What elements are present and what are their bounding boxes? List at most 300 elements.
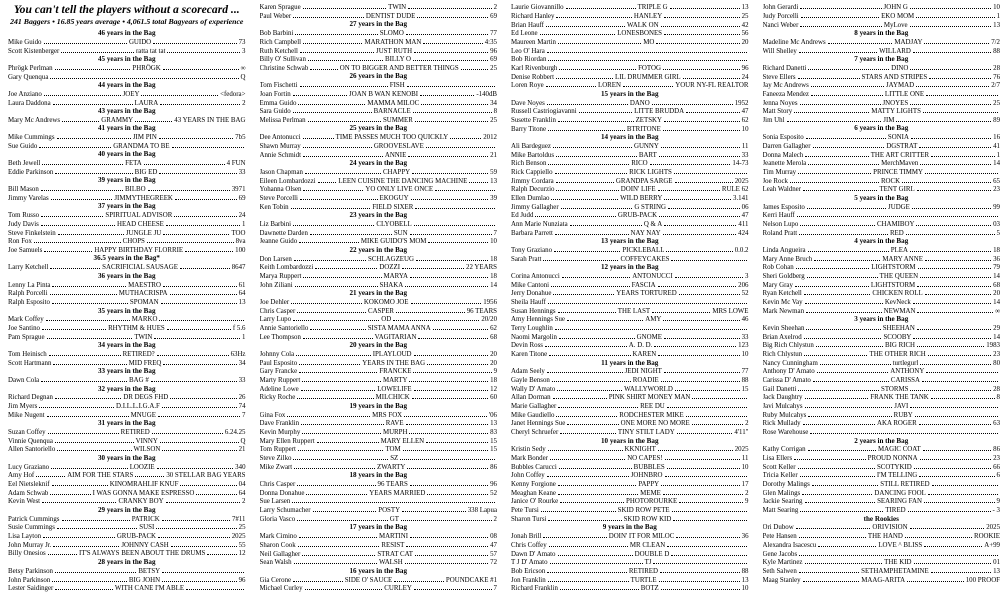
player-nickname: MR CLEAN [629, 541, 666, 549]
player-name: Denise Robbert [511, 73, 555, 81]
dot-leader [156, 523, 236, 529]
roster-row [260, 506, 498, 515]
player-years-value: 60 [490, 394, 497, 402]
dot-leader [917, 324, 991, 330]
player-name: Pete Tursi [511, 507, 539, 515]
player-name: Marya Ruppert [259, 273, 302, 280]
player-years-value: 100 PROOF [965, 576, 1000, 584]
dot-leader [303, 142, 372, 148]
dot-leader [797, 211, 998, 217]
player-years-value: 14 [993, 333, 1000, 341]
dot-leader [560, 497, 624, 503]
player-nickname: MIKE GUIDO'S MOM [360, 238, 427, 246]
dot-leader [406, 29, 488, 35]
roster-row [8, 471, 246, 480]
dot-leader [407, 463, 488, 469]
roster-row [763, 228, 1001, 237]
dot-leader [305, 168, 381, 174]
player-years-value: 8 [996, 394, 1000, 402]
roster-row [8, 315, 246, 324]
player-nickname: JOHN G [883, 4, 908, 12]
player-name: Neil Gallagher [259, 550, 301, 558]
dot-leader [416, 254, 488, 260]
player-nickname: ORIVISION [872, 524, 908, 532]
player-name: Devin Ross [511, 342, 543, 350]
dot-leader [300, 194, 378, 200]
dot-leader [414, 46, 488, 52]
player-name: Ruth Ketchell [259, 47, 298, 55]
dot-leader [410, 228, 492, 234]
dot-leader [920, 272, 991, 278]
player-years-value: 86 [490, 463, 497, 471]
roster-row [511, 81, 749, 90]
dot-leader [679, 289, 740, 295]
player-name: Nanci Weber [762, 21, 799, 29]
player-name: Kyle Martinez [762, 559, 803, 567]
player-nickname: TIRED [885, 507, 906, 515]
roster-row [8, 393, 246, 402]
player-nickname: MATTY LIGHTS [871, 108, 921, 116]
player-years-value: 2025 [231, 533, 246, 541]
player-nickname: CRANKY BOY [118, 498, 164, 506]
player-years-value: 06 [741, 203, 749, 211]
player-name: Larry Ketchell [8, 264, 49, 272]
roster-row [763, 367, 1001, 376]
roster-row [260, 38, 498, 47]
dot-leader [910, 385, 991, 391]
player-name: Mike Guido [8, 38, 42, 46]
player-nickname: GRAMMY [101, 116, 134, 124]
roster-row [763, 333, 1001, 342]
player-name: T J D' Amato [511, 559, 548, 567]
player-nickname: SKID ROW PETE [617, 507, 670, 515]
player-name: Jim Myers [8, 403, 38, 411]
player-name: Mark Coffey [8, 316, 44, 324]
dot-leader [318, 176, 337, 182]
roster-row [260, 107, 498, 116]
player-name: Big Rich Chlystun [762, 342, 814, 350]
player-years-value: 88 [993, 47, 1000, 55]
player-nickname: YEARS MARRIED [369, 489, 426, 497]
player-name: Cheryl Schruefer [511, 429, 559, 437]
roster-row [260, 168, 498, 177]
player-nickname: SUSI [139, 524, 155, 532]
player-name: Bob Barbini [259, 30, 294, 38]
player-years-value: 4:35 [484, 38, 497, 46]
dot-leader [555, 168, 628, 174]
dot-leader [807, 272, 878, 278]
roster-row [511, 124, 749, 133]
player-years-value: 9 [996, 498, 1000, 506]
player-years-value: ∞ [995, 307, 1000, 315]
dot-leader [916, 81, 989, 87]
roster-row [511, 307, 749, 316]
player-years-value: 13 [993, 21, 1000, 29]
player-nickname: HANLEY [633, 12, 663, 20]
dot-leader [652, 307, 710, 313]
roster-row [511, 584, 749, 593]
dot-leader [917, 341, 984, 347]
dot-leader [297, 307, 366, 313]
section-heading: 25 years in the Bag [349, 124, 408, 133]
roster-row [260, 463, 498, 472]
player-years-value: 2 [242, 498, 246, 506]
player-years-value: 66 [993, 463, 1000, 471]
roster-row [8, 90, 246, 99]
player-years-value: 1 [996, 12, 1000, 20]
player-nickname: VINNY [135, 437, 158, 445]
dot-leader [163, 64, 239, 70]
roster-row [260, 445, 498, 454]
dot-leader [551, 194, 618, 200]
dot-leader [301, 419, 384, 425]
dot-leader [160, 98, 240, 104]
player-nickname: PHOTOROURKE [626, 498, 678, 506]
section-heading: 10 years in the Bag [600, 436, 659, 445]
player-nickname: RETIRED? [122, 351, 155, 359]
roster-row [511, 289, 749, 298]
section-heading: 7 years in the Bag [854, 55, 909, 64]
dot-leader [656, 38, 739, 44]
player-nickname: BOTZ [640, 585, 659, 593]
player-years-value: 59 [490, 168, 497, 176]
dot-leader [548, 298, 747, 304]
dot-leader [664, 194, 731, 200]
player-years-value: 14 [490, 281, 497, 289]
dot-leader [800, 3, 881, 9]
roster-row [763, 107, 1001, 116]
roster-row [260, 454, 498, 463]
player-nickname: ROADIE [632, 377, 659, 385]
player-years-value: 17 [741, 481, 749, 489]
player-nickname: JOAN B WAN KENOBI [349, 90, 419, 98]
roster-row [511, 419, 749, 428]
dot-leader [426, 437, 488, 443]
player-name: Jenna Noyes [762, 99, 798, 107]
roster-column [8, 3, 246, 593]
dot-leader [804, 350, 867, 356]
player-name: Liz Barbini [259, 220, 292, 228]
player-nickname: CASPER [367, 307, 395, 315]
section-heading: 28 years in the Bag [97, 557, 156, 566]
roster-row [763, 98, 1001, 107]
player-nickname: JUST RUTH [376, 47, 413, 55]
roster-row [511, 454, 749, 463]
dot-leader [403, 445, 488, 451]
player-name: Rob Cohan [762, 264, 794, 272]
dot-leader [555, 324, 747, 330]
dot-leader [547, 98, 628, 104]
dot-leader [663, 315, 739, 321]
section-heading: 40 years in the Bag [97, 150, 156, 159]
player-name: Jimmy Cordara [511, 177, 554, 185]
player-years-value: 52 [741, 290, 749, 298]
roster-row [260, 549, 498, 558]
player-years-value: 08 [490, 533, 497, 541]
roster-row [763, 575, 1001, 584]
dot-leader [409, 428, 488, 434]
roster-row [8, 72, 246, 81]
dot-leader [44, 38, 127, 44]
player-years-value: 26 [238, 394, 246, 402]
player-name: Lester Saidinger [8, 585, 54, 593]
dot-leader [800, 471, 875, 477]
roster-row [511, 64, 749, 73]
player-years-value: 8va [235, 238, 246, 246]
roster-row [511, 324, 749, 333]
player-name: Chris Casper [259, 481, 296, 489]
player-years-value: A+99 [984, 541, 1000, 549]
player-years-value: 9 [493, 368, 497, 376]
roster-row [8, 220, 246, 229]
dot-leader [62, 515, 130, 521]
dot-leader [298, 445, 383, 451]
dot-leader [175, 194, 237, 200]
roster-row [511, 575, 749, 584]
dot-leader [803, 419, 875, 425]
roster-row [763, 289, 1001, 298]
player-years-value: 42 [741, 21, 749, 29]
player-years-value: 12 [238, 550, 246, 558]
dot-leader [801, 12, 879, 18]
roster-row [8, 567, 246, 576]
dot-leader [828, 38, 893, 44]
player-years-value: 7 [242, 411, 246, 419]
dot-leader [805, 150, 868, 156]
roster-row [511, 549, 749, 558]
roster-row [763, 246, 1001, 255]
player-years-value: 68 [993, 281, 1000, 289]
dot-leader [548, 515, 621, 521]
player-name: Mike Bartoldus [511, 151, 555, 159]
dot-leader [293, 454, 388, 460]
player-years-value: 14 [993, 273, 1000, 280]
player-years-value: 96 [741, 64, 749, 72]
player-name: Ali Bardeguez [511, 142, 551, 150]
player-nickname: GUIDO [128, 38, 152, 46]
roster-row [511, 185, 749, 194]
player-nickname: STARS AND STRIPES [861, 73, 928, 81]
roster-row [8, 541, 246, 550]
dot-leader [135, 471, 164, 477]
player-name: Marty Ruppert [259, 377, 301, 385]
player-years-value: 13 [741, 4, 749, 12]
dot-leader [418, 333, 488, 339]
dot-leader [804, 333, 882, 339]
roster-row [8, 98, 246, 107]
player-years-value: 7/2 [991, 38, 1000, 46]
roster-row [511, 385, 749, 394]
dot-leader [402, 506, 466, 512]
dot-leader [48, 549, 77, 555]
roster-row [8, 280, 246, 289]
player-years-value: 25 [490, 116, 497, 124]
player-nickname: RHYTHM & HUES [108, 325, 165, 333]
roster-row [8, 46, 246, 55]
player-nickname: GRUB-PACK [116, 533, 157, 541]
roster-row [511, 341, 749, 350]
player-nickname: DINO [891, 64, 909, 72]
dot-leader [917, 185, 991, 191]
dot-leader [556, 12, 631, 18]
section-heading: 18 years in the Bag [349, 471, 408, 480]
player-nickname: LONESBONES [617, 30, 662, 38]
roster-row [260, 98, 498, 107]
dot-leader [413, 367, 491, 373]
player-nickname: GUNNY [633, 142, 659, 150]
player-name: Brian Axelrod [762, 333, 802, 341]
roster-row [763, 64, 1001, 73]
player-name: Jay Mc Andrews [762, 82, 809, 90]
player-nickname: SCOOBY [883, 333, 912, 341]
dot-leader [905, 532, 972, 538]
dot-leader [799, 228, 888, 234]
player-years-value: 123 [738, 342, 749, 350]
player-name: Steve Zilko [259, 455, 292, 463]
player-nickname: TRIPLE G [637, 4, 668, 12]
player-nickname: CHICKEN ROLL [872, 290, 923, 298]
player-name: Tom Fischetti [259, 82, 298, 90]
dot-leader [805, 393, 869, 399]
dot-leader [404, 411, 487, 417]
dot-leader [925, 289, 991, 295]
roster-row [511, 281, 749, 290]
dot-leader [293, 575, 343, 581]
roster-row [260, 393, 498, 402]
roster-row [511, 367, 749, 376]
dot-leader [52, 575, 127, 581]
dot-leader [916, 12, 994, 18]
dot-leader [787, 116, 882, 122]
dot-leader [664, 367, 740, 373]
player-nickname: SONIA [887, 134, 909, 142]
roster-row [763, 359, 1001, 368]
player-years-value: 1952 [734, 99, 749, 107]
dot-leader [814, 254, 880, 260]
player-nickname: ROCK [880, 177, 901, 185]
dot-leader [800, 220, 875, 226]
section-heading: 45 years in the Bag [97, 55, 156, 64]
player-years-value: 86 [993, 446, 1000, 454]
player-nickname: FETA [125, 160, 142, 168]
dot-leader [798, 72, 860, 78]
player-years-value: 4'11" [734, 429, 749, 437]
dot-leader [294, 463, 375, 469]
player-years-value: 21 [238, 446, 246, 454]
player-years-value: - 3 [992, 507, 1000, 515]
player-name: Vinnie Quenqua [8, 437, 53, 445]
player-name: Tom Russo [8, 212, 40, 220]
player-nickname: ANTONUCCI [632, 273, 673, 280]
dot-leader [658, 281, 737, 287]
player-nickname: WILSON [133, 446, 161, 454]
dot-leader [55, 393, 121, 399]
player-name: Jonah Brill [511, 533, 542, 541]
dot-leader [158, 532, 230, 538]
player-nickname: NAY NAY [630, 229, 661, 237]
player-name: Loren Roye [511, 82, 544, 90]
player-nickname: WALSH [378, 559, 403, 567]
roster-row [511, 12, 749, 21]
dot-leader [293, 12, 364, 18]
dot-leader [805, 402, 893, 408]
player-name: Mark Bonder [511, 455, 548, 463]
roster-row [763, 168, 1001, 177]
roster-row [8, 523, 246, 532]
dot-leader [44, 246, 92, 252]
player-name: Matt Searing [762, 507, 799, 515]
player-years-value: 79 [993, 264, 1000, 272]
player-years-value: 100 [235, 246, 246, 254]
section-heading: 9 years in the Bag [602, 523, 657, 532]
player-name: Rich Chlystun [762, 351, 803, 359]
dot-leader [543, 532, 606, 538]
player-nickname: MO [643, 38, 655, 46]
player-nickname: LEEN CUISINE THE DANCING MACHINE [338, 177, 468, 185]
dot-leader [671, 254, 746, 260]
player-nickname: SPIRITUAL ADVISOR [105, 212, 173, 220]
player-name: Will Shelley [762, 47, 797, 55]
dot-leader [667, 402, 747, 408]
player-nickname: I'M TELLING [876, 472, 918, 480]
dot-leader [919, 419, 991, 425]
roster-row [763, 254, 1001, 263]
dot-leader [663, 124, 740, 130]
roster-row [260, 46, 498, 55]
roster-row [763, 532, 1001, 541]
player-name: Mike Nugent [8, 411, 45, 419]
dot-leader [675, 385, 740, 391]
dot-leader [51, 194, 113, 200]
roster-row [511, 489, 749, 498]
player-years-value: 20/20 [481, 316, 497, 324]
player-nickname: A. D. D. [628, 342, 653, 350]
roster-row [763, 159, 1001, 168]
player-name: Sheila Hauff [511, 299, 546, 307]
player-name: Karen Titone [511, 351, 548, 359]
player-nickname: MARKO [131, 316, 158, 324]
player-years-value: 33 [238, 377, 246, 385]
player-nickname: WALLYWORLD [624, 385, 673, 393]
dot-leader [925, 168, 998, 174]
player-years-value: 18 [490, 377, 497, 385]
roster-row [763, 185, 1001, 194]
roster-row [8, 532, 246, 541]
dot-leader [914, 463, 991, 469]
player-name: Sharon Cook [259, 541, 296, 549]
roster-row [763, 116, 1001, 125]
player-name: Linda Angueira [762, 246, 806, 254]
dot-leader [170, 289, 237, 295]
roster-row [8, 159, 246, 168]
dot-leader [543, 254, 618, 260]
roster-row [763, 298, 1001, 307]
dot-leader [50, 263, 100, 269]
dot-leader [920, 454, 991, 460]
roster-row [8, 133, 246, 142]
player-nickname: REE DU [640, 403, 665, 411]
dot-leader [39, 142, 111, 148]
player-name: Jason Chapman [259, 168, 303, 176]
player-years-value: 15 [490, 437, 497, 445]
dot-leader [41, 211, 103, 217]
dot-leader [407, 81, 495, 87]
player-years-value: 47 [741, 108, 749, 116]
player-nickname: TENT GIRL [879, 186, 915, 194]
player-nickname: EKO MOM [881, 12, 915, 20]
dot-leader [799, 549, 998, 555]
dot-leader [303, 133, 334, 139]
